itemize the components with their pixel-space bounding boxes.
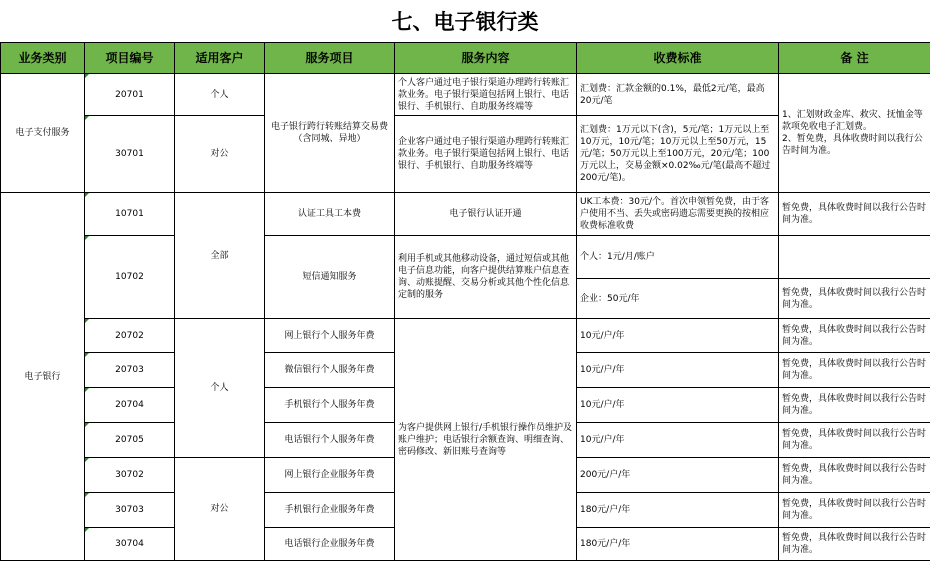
customer-cell: 个人 xyxy=(175,74,265,116)
content-cell: 企业客户通过电子银行渠道办理跨行转账汇款业务。电子银行渠道包括网上银行、电话银行、手机银行、自助服务终端等 xyxy=(395,116,577,193)
customer-cell: 全部 xyxy=(175,193,265,319)
code-cell: 10701 xyxy=(85,193,175,236)
fee-cell: 10元/户/年 xyxy=(577,388,779,423)
header-code: 项目编号 xyxy=(85,43,175,74)
service-cell: 认证工具工本费 xyxy=(265,193,395,236)
code-cell: 20703 xyxy=(85,353,175,388)
category-cell: 电子银行 xyxy=(1,193,85,561)
note-cell-empty xyxy=(779,236,930,279)
header-category: 业务类别 xyxy=(1,43,85,74)
service-cell: 网上银行个人服务年费 xyxy=(265,319,395,353)
fee-cell: 个人：1元/月/账户 xyxy=(577,236,779,279)
content-cell: 电子银行认证开通 xyxy=(395,193,577,236)
table-row xyxy=(1,74,930,116)
code-cell: 20701 xyxy=(85,74,175,116)
service-cell: 微信银行个人服务年费 xyxy=(265,353,395,388)
service-cell: 电话银行个人服务年费 xyxy=(265,423,395,458)
code-cell: 20702 xyxy=(85,319,175,353)
customer-cell: 对公 xyxy=(175,116,265,193)
fee-cell: 10元/户/年 xyxy=(577,423,779,458)
fee-cell: 10元/户/年 xyxy=(577,353,779,388)
note-cell: 暂免费，具体收费时间以我行公告时间为准。 xyxy=(779,193,930,236)
customer-cell: 对公 xyxy=(175,458,265,561)
service-cell: 手机银行企业服务年费 xyxy=(265,493,395,528)
table-header-row xyxy=(1,43,930,74)
code-cell: 20704 xyxy=(85,388,175,423)
category-cell: 电子支付服务 xyxy=(1,74,85,193)
fee-table xyxy=(0,42,930,561)
fee-cell: 180元/户/年 xyxy=(577,528,779,561)
header-fee: 收费标准 xyxy=(577,43,779,74)
code-cell: 30701 xyxy=(85,116,175,193)
note-cell: 1、汇划财政金库、救灾、抚恤金等款项免收电子汇划费。 2、暂免费，具体收费时间以我行公告时间为准。 xyxy=(779,74,930,193)
note-cell: 暂免费，具体收费时间以我行公告时间为准。 xyxy=(779,528,930,561)
note-cell: 暂免费，具体收费时间以我行公告时间为准。 xyxy=(779,279,930,319)
header-service: 服务项目 xyxy=(265,43,395,74)
table-row xyxy=(1,193,930,236)
content-cell: 为客户提供网上银行/手机银行操作员维护及账户维护；电话银行余额查询、明细查询、密码修改、新旧账号查询等 xyxy=(395,319,577,561)
note-cell: 暂免费，具体收费时间以我行公告时间为准。 xyxy=(779,458,930,493)
header-note: 备 注 xyxy=(779,43,930,74)
table-row xyxy=(1,319,930,353)
fee-cell: 200元/户/年 xyxy=(577,458,779,493)
fee-cell: 10元/户/年 xyxy=(577,319,779,353)
code-cell: 30702 xyxy=(85,458,175,493)
fee-cell: 180元/户/年 xyxy=(577,493,779,528)
code-cell: 20705 xyxy=(85,423,175,458)
header-customer: 适用客户 xyxy=(175,43,265,74)
code-cell: 10702 xyxy=(85,236,175,319)
note-cell: 暂免费，具体收费时间以我行公告时间为准。 xyxy=(779,493,930,528)
code-cell: 30704 xyxy=(85,528,175,561)
fee-cell: UK工本费：30元/个。首次申领暂免费，由于客户使用不当、丢失或密码遗忘需要更换的按相应收费标准收费 xyxy=(577,193,779,236)
service-cell: 电话银行企业服务年费 xyxy=(265,528,395,561)
service-cell: 短信通知服务 xyxy=(265,236,395,319)
content-cell: 利用手机或其他移动设备，通过短信或其他电子信息功能，向客户提供结算账户信息查询、动账提醒、交易分析或其他个性化信息定制的服务 xyxy=(395,236,577,319)
header-content: 服务内容 xyxy=(395,43,577,74)
note-cell: 暂免费，具体收费时间以我行公告时间为准。 xyxy=(779,388,930,423)
note-cell: 暂免费，具体收费时间以我行公告时间为准。 xyxy=(779,353,930,388)
fee-cell: 企业：50元/年 xyxy=(577,279,779,319)
code-cell: 30703 xyxy=(85,493,175,528)
service-cell: 电子银行跨行转账结算交易费（含同城、异地） xyxy=(265,74,395,193)
content-cell: 个人客户通过电子银行渠道办理跨行转账汇款业务。电子银行渠道包括网上银行、电话银行、手机银行、自助服务终端等 xyxy=(395,74,577,116)
table-row xyxy=(1,236,930,279)
page-title: 七、电子银行类 xyxy=(0,0,930,42)
note-cell: 暂免费，具体收费时间以我行公告时间为准。 xyxy=(779,319,930,353)
note-cell: 暂免费，具体收费时间以我行公告时间为准。 xyxy=(779,423,930,458)
service-cell: 手机银行个人服务年费 xyxy=(265,388,395,423)
fee-cell: 汇划费：1万元以下(含)，5元/笔；1万元以上至10万元，10元/笔；10万元以上至50万元，15元/笔；50万元以上至100万元，20元/笔；100万元以上，交易金额×0.02‰元/笔(最高不超过200元/笔)。 xyxy=(577,116,779,193)
service-cell: 网上银行企业服务年费 xyxy=(265,458,395,493)
customer-cell: 个人 xyxy=(175,319,265,458)
fee-cell: 汇划费：汇款金额的0.1%，最低2元/笔，最高20元/笔 xyxy=(577,74,779,116)
